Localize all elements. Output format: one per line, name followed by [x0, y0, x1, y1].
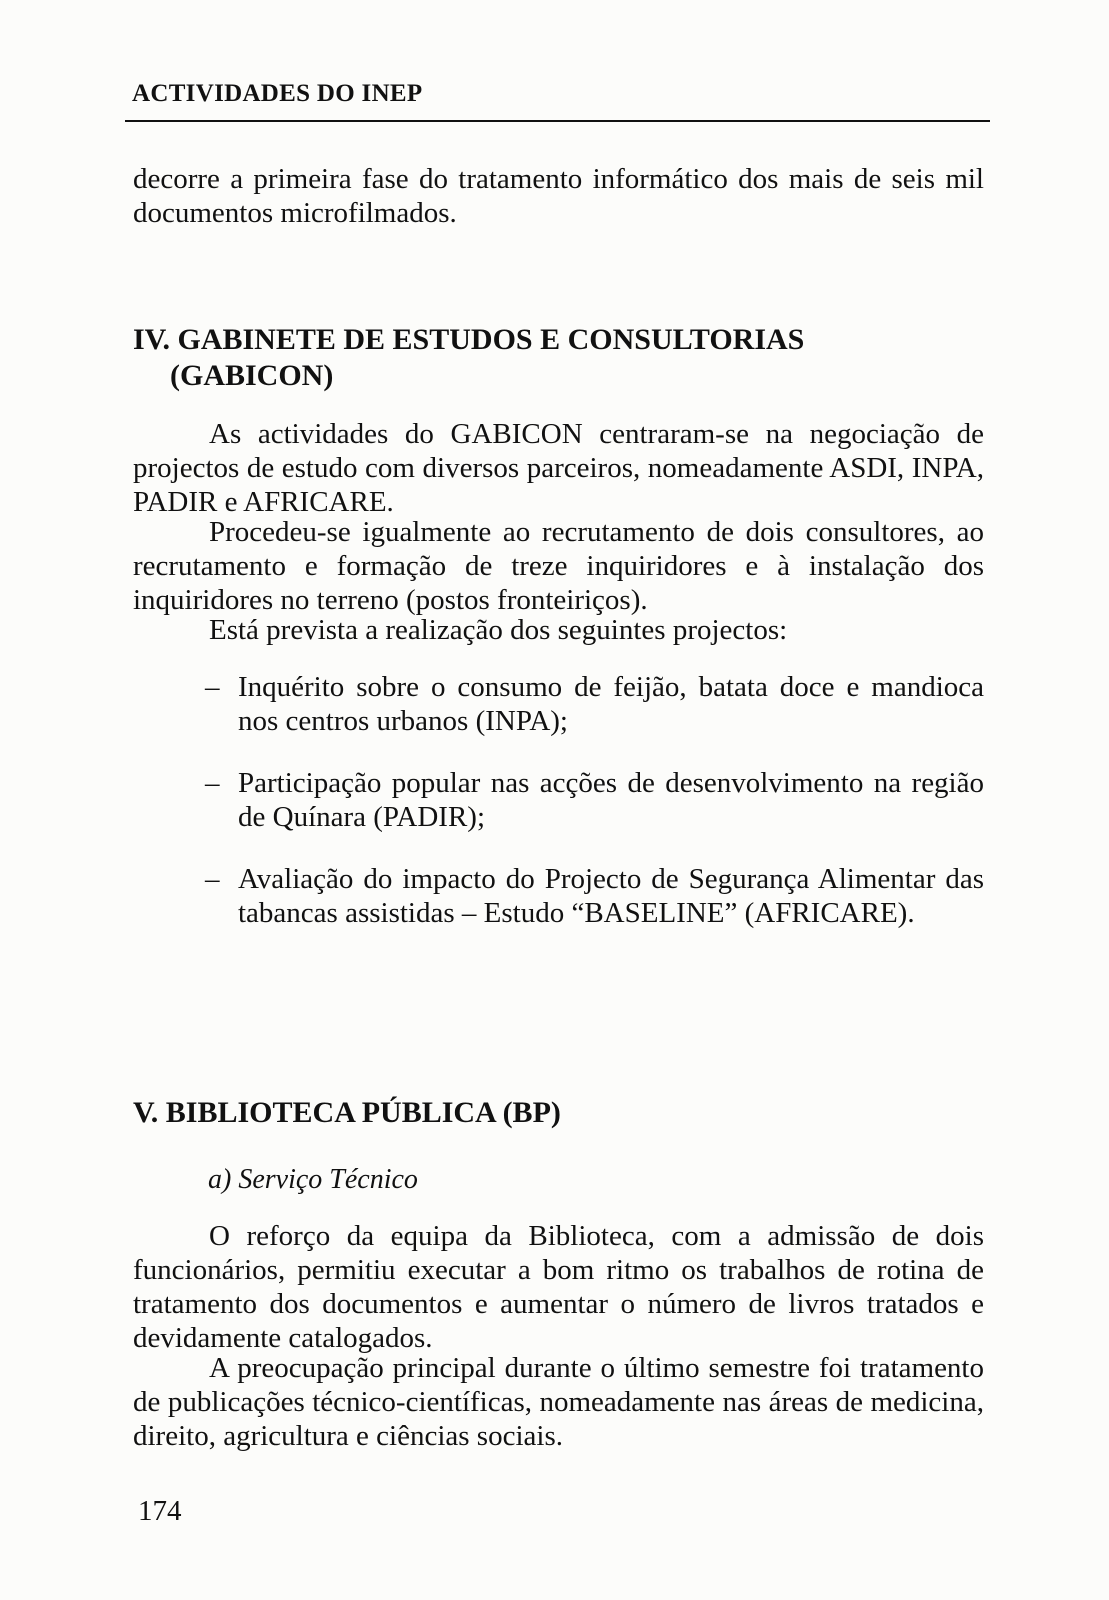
section-iv-heading	[133, 322, 804, 394]
section-v-heading: V. BIBLIOTECA PÚBLICA (BP)	[133, 1096, 561, 1129]
project-list-item	[205, 862, 984, 930]
section-v-paragraph-1: O reforço da equipa da Biblioteca, com a admissão de dois funcionários, permitiu executar a bom ritmo os trabalhos de rotina de tratamento dos documentos e aumentar o número de livros tratados e devidamente catalogados.	[133, 1220, 984, 1354]
running-head: ACTIVIDADES DO INEP	[132, 80, 423, 107]
intro-paragraph: decorre a primeira fase do tratamento informático dos mais de seis mil documentos microfilmados.	[133, 163, 984, 229]
header-rule	[125, 120, 990, 122]
section-iv-title-line1: GABINETE DE ESTUDOS E CONSULTORIAS	[177, 323, 805, 356]
list-dash: –	[205, 671, 220, 703]
project-item-text: Participação popular nas acções de desenvolvimento na região de Quínara (PADIR);	[238, 767, 984, 833]
list-dash: –	[205, 863, 220, 895]
project-list-item	[205, 670, 984, 738]
section-iv-paragraph-1: As actividades do GABICON centraram-se na negociação de projectos de estudo com diversos parceiros, nomeadamente ASDI, INPA, PADIR e AFRICARE.	[133, 418, 984, 518]
section-iv-number: IV.	[133, 323, 170, 356]
page-number: 174	[138, 1495, 182, 1527]
section-iv-title-line2: (GABICON)	[170, 359, 334, 392]
project-item-text: Avaliação do impacto do Projecto de Segurança Alimentar das tabancas assistidas – Estudo “BASELINE” (AFRICARE).	[238, 863, 984, 929]
list-dash: –	[205, 767, 220, 799]
section-v-subheading: a) Serviço Técnico	[208, 1164, 418, 1195]
section-iv-paragraph-2: Procedeu-se igualmente ao recrutamento de dois consultores, ao recrutamento e formação de treze inquiridores e à instalação dos inquiridores no terreno (postos fronteiriços).	[133, 516, 984, 616]
section-v-paragraph-2: A preocupação principal durante o último semestre foi tratamento de publicações técnico-científicas, nomeadamente nas áreas de medicina, direito, agricultura e ciências sociais.	[133, 1352, 984, 1452]
project-list-item	[205, 766, 984, 834]
project-item-text: Inquérito sobre o consumo de feijão, batata doce e mandioca nos centros urbanos (INPA);	[238, 671, 984, 737]
section-iv-paragraph-3: Está prevista a realização dos seguintes projectos:	[209, 614, 788, 646]
